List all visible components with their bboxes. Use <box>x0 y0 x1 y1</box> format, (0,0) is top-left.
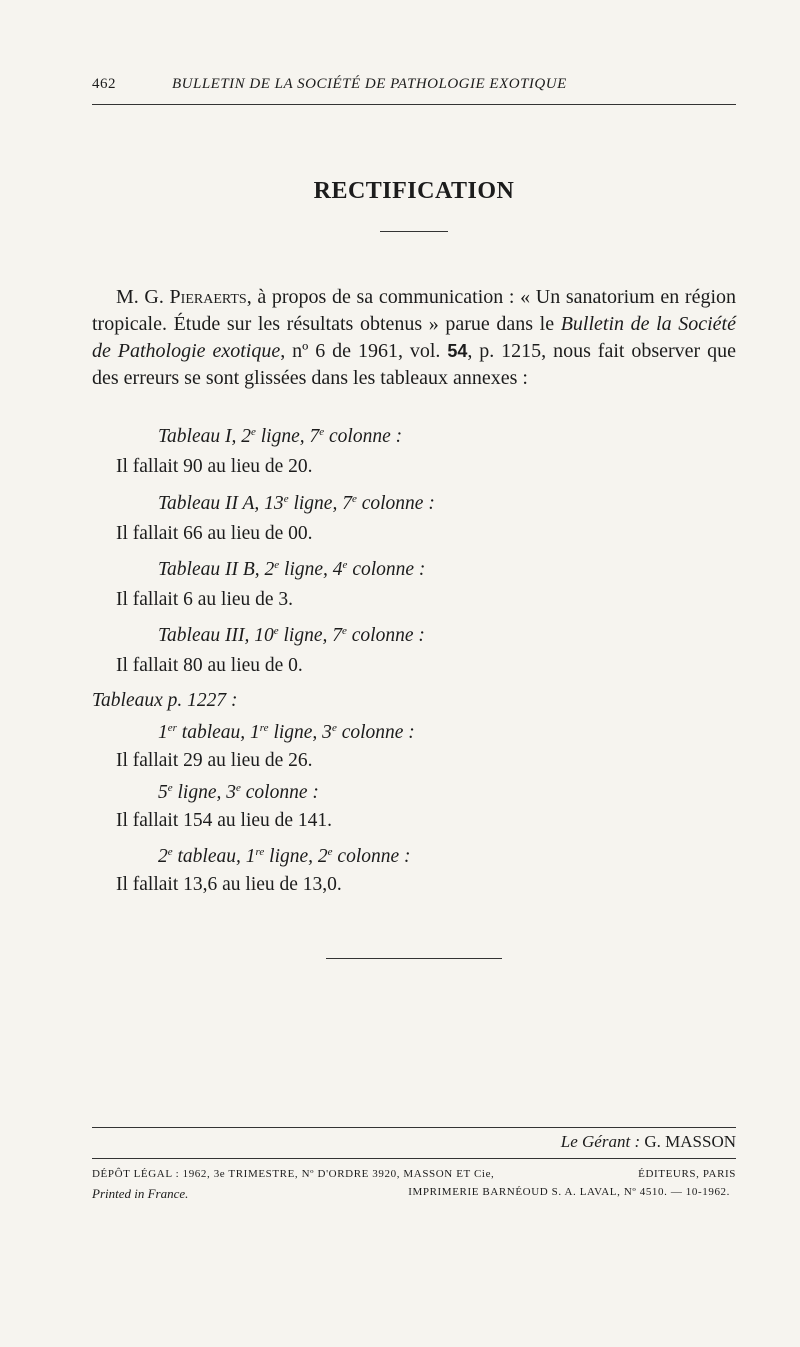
intro-prefix: M. G. <box>116 286 170 308</box>
intro-text-1: , à propos de sa communication : « Un sanatorium en région tropicale. Étude sur les résultats obtenus » parue dans le <box>92 286 737 335</box>
legal-deposit-line <box>92 1168 736 1180</box>
journal-title: BULLETIN DE LA SOCIÉTÉ DE PATHOLOGIE EXOTIQUE <box>172 76 567 92</box>
intro-text-3: , p. 1215, nous fait observer que des erreurs se sont glissées dans les tableaux annexes : <box>92 340 736 389</box>
correction-heading: Tableau II B, 2e ligne, 4e colonne : <box>158 559 426 580</box>
title-rule <box>380 231 448 232</box>
header-rule <box>92 104 736 105</box>
printer-line <box>92 1186 736 1202</box>
correction-value: Il fallait 66 au lieu de 00. <box>116 523 313 544</box>
printer-text: IMPRIMERIE BARNÉOUD S. A. LAVAL, Nº 4510. — 10-1962. <box>408 1186 730 1198</box>
correction-heading: Tableau I, 2e ligne, 7e colonne : <box>158 426 403 447</box>
publisher-text: ÉDITEURS, PARIS <box>638 1168 736 1180</box>
author-name: Pieraerts <box>169 286 247 308</box>
intro-text-2: , nº 6 de 1961, vol. <box>280 340 448 362</box>
tableaux-heading: Tableaux p. 1227 : <box>92 690 238 711</box>
sub-correction-heading: 5e ligne, 3e colonne : <box>158 782 319 803</box>
printed-in-text: Printed in France. <box>92 1186 189 1201</box>
correction-heading: Tableau II A, 13e ligne, 7e colonne : <box>158 493 435 514</box>
correction-value: Il fallait 13,6 au lieu de 13,0. <box>116 874 342 895</box>
legal-deposit-text: DÉPÔT LÉGAL : 1962, 3e TRIMESTRE, Nº D'ORDRE 3920, MASSON ET Cie, <box>92 1168 495 1180</box>
sub-correction-heading: 2e tableau, 1re ligne, 2e colonne : <box>158 846 411 867</box>
gerant-label: Le Gérant : <box>560 1132 641 1151</box>
gerant-name: G. MASSON <box>644 1132 736 1151</box>
end-rule <box>326 958 502 959</box>
correction-value: Il fallait 80 au lieu de 0. <box>116 655 303 676</box>
correction-value: Il fallait 29 au lieu de 26. <box>116 750 313 771</box>
gerant-signature <box>561 1132 736 1152</box>
correction-value: Il fallait 90 au lieu de 20. <box>116 456 313 477</box>
correction-value: Il fallait 6 au lieu de 3. <box>116 589 294 610</box>
journal-reference: Bulletin de la Société de Pathologie exotique <box>92 313 736 362</box>
footer-rule <box>92 1158 736 1159</box>
sub-correction-heading: 1er tableau, 1re ligne, 3e colonne : <box>158 722 415 743</box>
intro-paragraph <box>92 284 736 392</box>
running-header <box>92 76 736 98</box>
article-title: RECTIFICATION <box>313 178 515 204</box>
footer-rule <box>92 1127 736 1128</box>
correction-value: Il fallait 154 au lieu de 141. <box>116 810 333 831</box>
volume-number: 54 <box>447 341 468 361</box>
correction-heading: Tableau III, 10e ligne, 7e colonne : <box>158 625 425 646</box>
page-number: 462 <box>92 76 116 92</box>
